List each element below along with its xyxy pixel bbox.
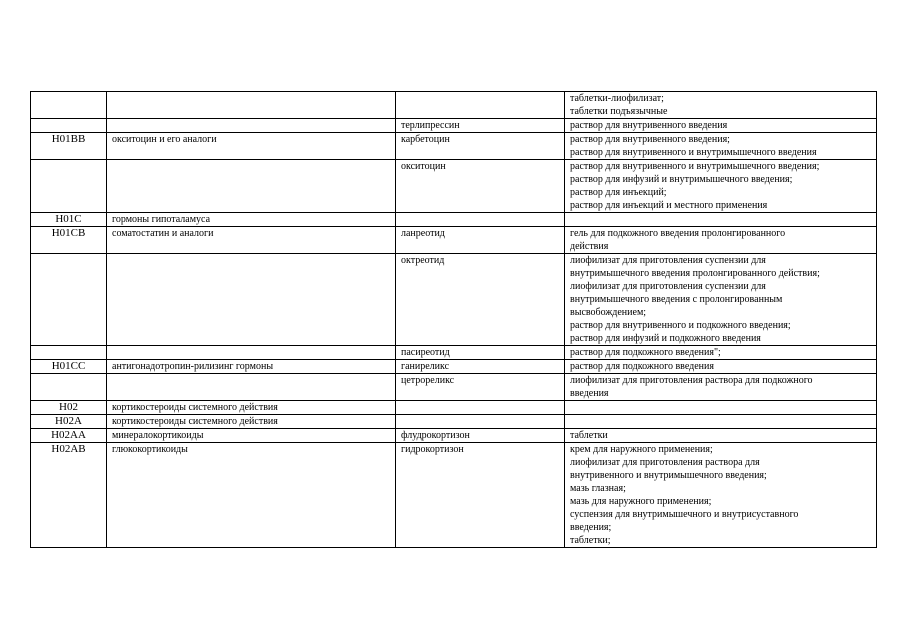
dosage-form-line: раствор для инфузий и подкожного введения [570, 333, 761, 344]
dosage-form-line: лиофилизат для приготовления суспензии для [570, 255, 766, 266]
atc-code-cell: H01CC [31, 360, 107, 374]
group-name-cell [107, 92, 396, 119]
group-name-cell [107, 346, 396, 360]
dosage-form-line: лиофилизат для приготовления раствора для [570, 457, 760, 468]
table-row [31, 429, 877, 443]
dosage-form-line: суспензия для внутримышечного и внутрисуставного [570, 509, 799, 520]
group-name-cell: кортикостероиды системного действия [107, 401, 396, 415]
dosage-form-line: раствор для внутривенного и внутримышечного введения; [570, 161, 820, 172]
group-name-cell [107, 119, 396, 133]
dosage-forms-cell [565, 92, 877, 119]
dosage-forms-cell [565, 346, 877, 360]
dosage-form-line: мазь для наружного применения; [570, 496, 712, 507]
atc-code-cell [31, 254, 107, 346]
table-row [31, 415, 877, 429]
dosage-form-line: таблетки-лиофилизат; [570, 93, 664, 104]
atc-code-cell [31, 119, 107, 133]
dosage-form-line: раствор для инфузий и внутримышечного введения; [570, 174, 793, 185]
dosage-form-line: внутривенного и внутримышечного введения; [570, 470, 767, 481]
atc-code-cell: H01C [31, 213, 107, 227]
group-name-cell [107, 254, 396, 346]
dosage-form-line: действия [570, 241, 609, 252]
drug-name-cell [396, 92, 565, 119]
table-row [31, 92, 877, 119]
dosage-forms-cell [565, 374, 877, 401]
atc-code-cell [31, 160, 107, 213]
group-name-cell: гормоны гипоталамуса [107, 213, 396, 227]
table-row [31, 360, 877, 374]
table-row [31, 346, 877, 360]
atc-code-cell: H02 [31, 401, 107, 415]
dosage-form-line: раствор для инъекций и местного применения [570, 200, 768, 211]
dosage-form-line: лиофилизат для приготовления раствора для подкожного [570, 375, 813, 386]
drug-list-table [30, 91, 877, 548]
dosage-forms-cell [565, 133, 877, 160]
dosage-form-line: раствор для внутривенного введения [570, 120, 728, 131]
drug-name-cell: терлипрессин [396, 119, 565, 133]
drug-name-cell: октреотид [396, 254, 565, 346]
table-row [31, 227, 877, 254]
drug-name-cell: пасиреотид [396, 346, 565, 360]
group-name-cell: минералокортикоиды [107, 429, 396, 443]
group-name-cell: глюкокортикоиды [107, 443, 396, 548]
dosage-form-line: таблетки подъязычные [570, 106, 668, 117]
dosage-forms-cell [565, 254, 877, 346]
table-row [31, 254, 877, 346]
table-row [31, 374, 877, 401]
atc-code-cell: H02AA [31, 429, 107, 443]
group-name-cell: кортикостероиды системного действия [107, 415, 396, 429]
dosage-forms-cell [565, 443, 877, 548]
dosage-forms-cell [565, 429, 877, 443]
dosage-form-line: раствор для инъекций; [570, 187, 667, 198]
table-row [31, 443, 877, 548]
group-name-cell: антигонадотропин-рилизинг гормоны [107, 360, 396, 374]
dosage-form-line: гель для подкожного введения пролонгированного [570, 228, 786, 239]
atc-code-cell: H01CB [31, 227, 107, 254]
drug-name-cell: гидрокортизон [396, 443, 565, 548]
dosage-form-line: введения; [570, 522, 612, 533]
group-name-cell [107, 374, 396, 401]
atc-code-cell [31, 346, 107, 360]
atc-code-cell: H02A [31, 415, 107, 429]
drug-name-cell [396, 401, 565, 415]
atc-code-cell: H02AB [31, 443, 107, 548]
dosage-form-line: раствор для подкожного введения"; [570, 347, 721, 358]
drug-name-cell: ланреотид [396, 227, 565, 254]
drug-name-cell: окситоцин [396, 160, 565, 213]
dosage-forms-cell [565, 213, 877, 227]
dosage-forms-cell [565, 119, 877, 133]
atc-code-cell [31, 374, 107, 401]
drug-name-cell [396, 213, 565, 227]
table-row [31, 401, 877, 415]
table-row [31, 213, 877, 227]
dosage-form-line: внутримышечного введения пролонгированного действия; [570, 268, 820, 279]
table-row [31, 133, 877, 160]
dosage-form-line: раствор для подкожного введения [570, 361, 714, 372]
dosage-form-line: высвобождением; [570, 307, 647, 318]
drug-name-cell: карбетоцин [396, 133, 565, 160]
dosage-form-line: раствор для внутривенного введения; [570, 134, 730, 145]
drug-name-cell: цетрореликс [396, 374, 565, 401]
table-row [31, 160, 877, 213]
dosage-form-line: таблетки [570, 430, 608, 441]
dosage-form-line: лиофилизат для приготовления суспензии для [570, 281, 766, 292]
dosage-forms-cell [565, 415, 877, 429]
dosage-form-line: мазь глазная; [570, 483, 626, 494]
group-name-cell [107, 160, 396, 213]
drug-name-cell: флудрокортизон [396, 429, 565, 443]
dosage-forms-cell [565, 401, 877, 415]
drug-name-cell: ганиреликс [396, 360, 565, 374]
dosage-form-line: введения [570, 388, 609, 399]
table-row [31, 119, 877, 133]
drug-name-cell [396, 415, 565, 429]
group-name-cell: окситоцин и его аналоги [107, 133, 396, 160]
dosage-form-line: таблетки; [570, 535, 611, 546]
dosage-forms-cell [565, 360, 877, 374]
atc-code-cell: H01BB [31, 133, 107, 160]
dosage-forms-cell [565, 227, 877, 254]
dosage-form-line: раствор для внутривенного и внутримышечного введения [570, 147, 817, 158]
dosage-form-line: раствор для внутривенного и подкожного введения; [570, 320, 791, 331]
dosage-form-line: крем для наружного применения; [570, 444, 713, 455]
dosage-forms-cell [565, 160, 877, 213]
atc-code-cell [31, 92, 107, 119]
group-name-cell: соматостатин и аналоги [107, 227, 396, 254]
dosage-form-line: внутримышечного введения с пролонгированным [570, 294, 783, 305]
